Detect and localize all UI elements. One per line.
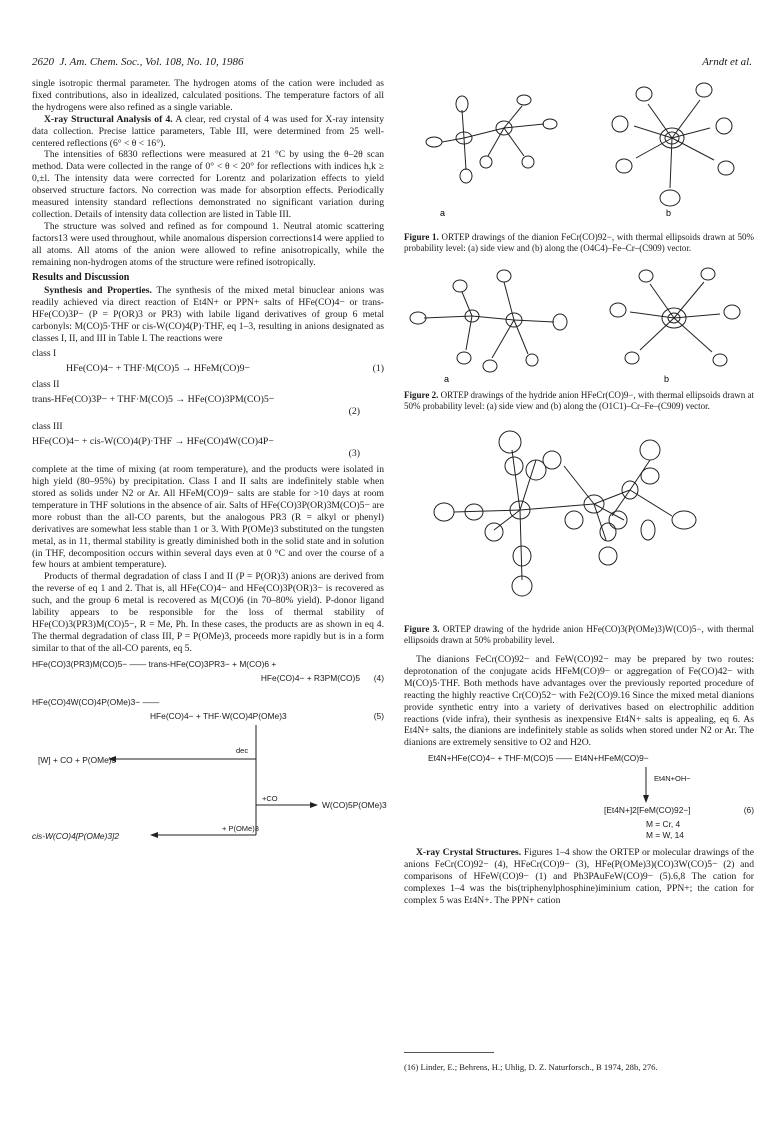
paragraph: Products of thermal degradation of class I and II (P = P(OR)3) anions are derived from the reverse of eq 1 and 2. That is, all HFe(CO)4− and HFe(CO)3P(OR)3− is recovered as such, and the group 6 metal is recovered as M(CO)6 (in 70–80% yield). P-donor ligand lability appears to be responsible for the loss of thermal stability of HFe(CO)3(PR3)M(CO)5−, R = Me, Ph. In these cases, the products are as shown in eq 4. The thermal degradation of class III, P = P(OMe)3, proceeds more rapidly but is in a form similar to that of the all-CO parents, eq 5. [32, 571, 384, 654]
paragraph: single isotropic thermal parameter. The hydrogen atoms of the cation were included as fixed contributions, also in idealized, calculated positions. The temperature factors of all the hydrogens were also refined as a single variable. [32, 78, 384, 113]
runin-heading: Synthesis and Properties. [44, 285, 152, 297]
ortep-drawing-fig3 [404, 420, 754, 620]
footnote-rule [404, 1052, 494, 1053]
equation-6-scheme: Et4N+HFe(CO)4− + THF·M(CO)5 —— Et4N+HFeM(CO)9− Et4N+OH− [Et4N+]2[FeM(CO)92−] (6) M = Cr, 4 M = W, 14 [404, 753, 754, 847]
figure-3 [404, 420, 754, 620]
right-column [404, 78, 754, 907]
footnote: (16) Linder, E.; Behrens, H.; Uhlig, D. Z. Naturforsch., B 1974, 28b, 276. [404, 1062, 658, 1072]
figure-1-caption: Figure 1. ORTEP drawings of the dianion FeCr(CO)92−, with thermal ellipsoids drawn at 50% probability level: (a) side view and (b) along the (O4C4)–Fe–Cr–(C909) vector. [404, 232, 754, 253]
figure-3-caption: Figure 3. ORTEP drawing of the hydride anion HFe(CO)3(P(OMe)3)W(CO)5−, with thermal ellipsoids drawn at 50% probability level. [404, 624, 754, 645]
scheme-arrows [32, 723, 384, 847]
section-heading: Results and Discussion [32, 271, 130, 283]
left-column [32, 78, 387, 847]
running-header [32, 56, 752, 72]
ortep-drawing-fig2 [404, 262, 754, 386]
fig2-label-a: a [444, 374, 450, 384]
runin-heading: X-ray Crystal Structures. [416, 847, 522, 859]
equation-1: HFe(CO)4− + THF·M(CO)5 → HFeM(CO)9− (1) [66, 362, 384, 374]
paragraph: The dianions FeCr(CO)92− and FeW(CO)92− may be prepared by two routes: deprotonation of the conjugate acids HFeM(CO)9− or aggregation of Fe(CO)42− with M(CO)5·THF. Both methods have advantages over the previously reported procedure of reacting the highly reactive Cr(CO)52− with Fe2(CO)9.16 Since the mixed metal dianions provide synthetic entry into a variety of derivatives based on electrophilic addition reactions (vide infra), their synthesis as inexpensive Et4N+ salts is appealing, eq 6. As Et4N+ salts, the dianions are indefinitely stable as solids when stored under N2 or Ar. The dianions are extremely sensitive to O2 and H2O. [404, 654, 754, 749]
class-label: class III [32, 421, 63, 433]
paragraph: The intensities of 6830 reflections were measured at 21 °C by using the θ–2θ scan method. Data were collected in the range of 0° < θ < 20° for reflections with indices h,k ≥ 0,±l. The intensity data were corrected for Lorentz and polarization effects to yield observed structure factors. No correction was made for absorption effects. Periodically measured intensity standard reflections demonstrated no significant variation during collection. Details of intensity data collection are listed in Table III. [32, 149, 384, 220]
eq6-arrow [404, 765, 754, 805]
equation-3: HFe(CO)4− + cis-W(CO)4(P)·THF → HFe(CO)4W(CO)4P− (3) [32, 436, 360, 460]
class-label: class II [32, 378, 60, 390]
ortep-drawing-fig1 [404, 78, 754, 228]
runin-heading: X-ray Structural Analysis of 4. [44, 113, 173, 125]
equation-5-scheme: HFe(CO)4W(CO)4P(OMe)3− —— HFe(CO)4− + THF·W(CO)4P(OMe)3 (5) dec [W] + CO + P(OMe)3 +CO W(CO)5P(OMe)3 + P(OMe)3 cis-W(CO)4[P(OMe)3]2 [32, 697, 384, 847]
equation-4: HFe(CO)3(PR3)M(CO)5− —— trans-HFe(CO)3PR3− + M(CO)6 + HFe(CO)4− + R3PM(CO)5 (4) [32, 658, 384, 683]
figure-1 [404, 78, 754, 228]
paragraph: Synthesis and Properties. The synthesis of the mixed metal binuclear anions was readily achieved via direct reaction of Et4N+ or PPN+ salts of HFe(CO)4− or trans-HFe(CO)3P− (P = P(OR)3 or PR3) with labile ligand derivatives of group 6 metal carbonyls: M(CO)5·THF or cis-W(CO)4(P)·THF, eq 1–3, resulting in anions designated as classes I, II, and III in Table I. The reactions were [32, 285, 384, 345]
paragraph: complete at the time of mixing (at room temperature), and the products were isolated in high yield (80–95%) by precipitation. Class I and II salts are indefinitely stable when stored as solids under N2 or Ar. All HFeM(CO)9− salts are stable for >10 days at room temperature in THF solutions in the absence of air. Salts of HFe(CO)3P(OR)3M(CO)5− are more robust than the all-CO parents, but the analogous PR3 (R = alkyl or phenyl) derivatives are somewhat less stable than 1 or 3. With P(OMe)3 substituted on the tungsten metal, as in 11, thermal stability is greatly diminished both in the solid state and in solution (in THF, decomposition occurs within several days even at 0 °C and over the course of a few hours at ambient temperature). [32, 464, 384, 571]
fig1-label-b: b [666, 208, 672, 218]
paragraph: The structure was solved and refined as for compound 1. Neutral atomic scattering factors13 were used throughout, while anomalous dispersion corrections14 were applied to all atoms. All atoms of the anion were allowed to refine anisotropically, while the remaining non-hydrogen atoms of the structure were refined isotropically. [32, 220, 384, 268]
page-number-and-journal: 2620 J. Am. Chem. Soc., Vol. 108, No. 10, 1986 [32, 56, 244, 68]
figure-2 [404, 262, 754, 386]
running-authors: Arndt et al. [702, 56, 752, 68]
equation-2: trans-HFe(CO)3P− + THF·M(CO)5 → HFe(CO)3PM(CO)5− (2) [32, 393, 360, 417]
fig1-label-a: a [440, 208, 446, 218]
paragraph: X-ray Structural Analysis of 4. A clear, red crystal of 4 was used for X-ray intensity data collection. Precise lattice parameters, Table III, were determined from 25 well-centered reflections (6° < θ < 16°). [32, 113, 385, 149]
paragraph: X-ray Crystal Structures. Figures 1–4 show the ORTEP or molecular drawings of the anions FeCr(CO)92− (4), HFeCr(CO)9− (3), HFe(P(OMe)3)(CO)3W(CO)5− (2) and comparisons of HFeW(CO)9− (1) and Ph3PAuFeW(CO)9− (5).6,8 The cation for complexes 1–4 was the bis(triphenylphosphine)iminium cation, PPN+; the cation for complex 5 was Et4N+. The PPN+ cation [404, 847, 754, 906]
fig2-label-b: b [664, 374, 670, 384]
figure-2-caption: Figure 2. ORTEP drawings of the hydride anion HFeCr(CO)9−, with thermal ellipsoids drawn at 50% probability level: (a) side view and (b) along the (O1C1)–Cr–Fe–(C909) vector. [404, 390, 755, 411]
class-label: class I [32, 347, 57, 359]
